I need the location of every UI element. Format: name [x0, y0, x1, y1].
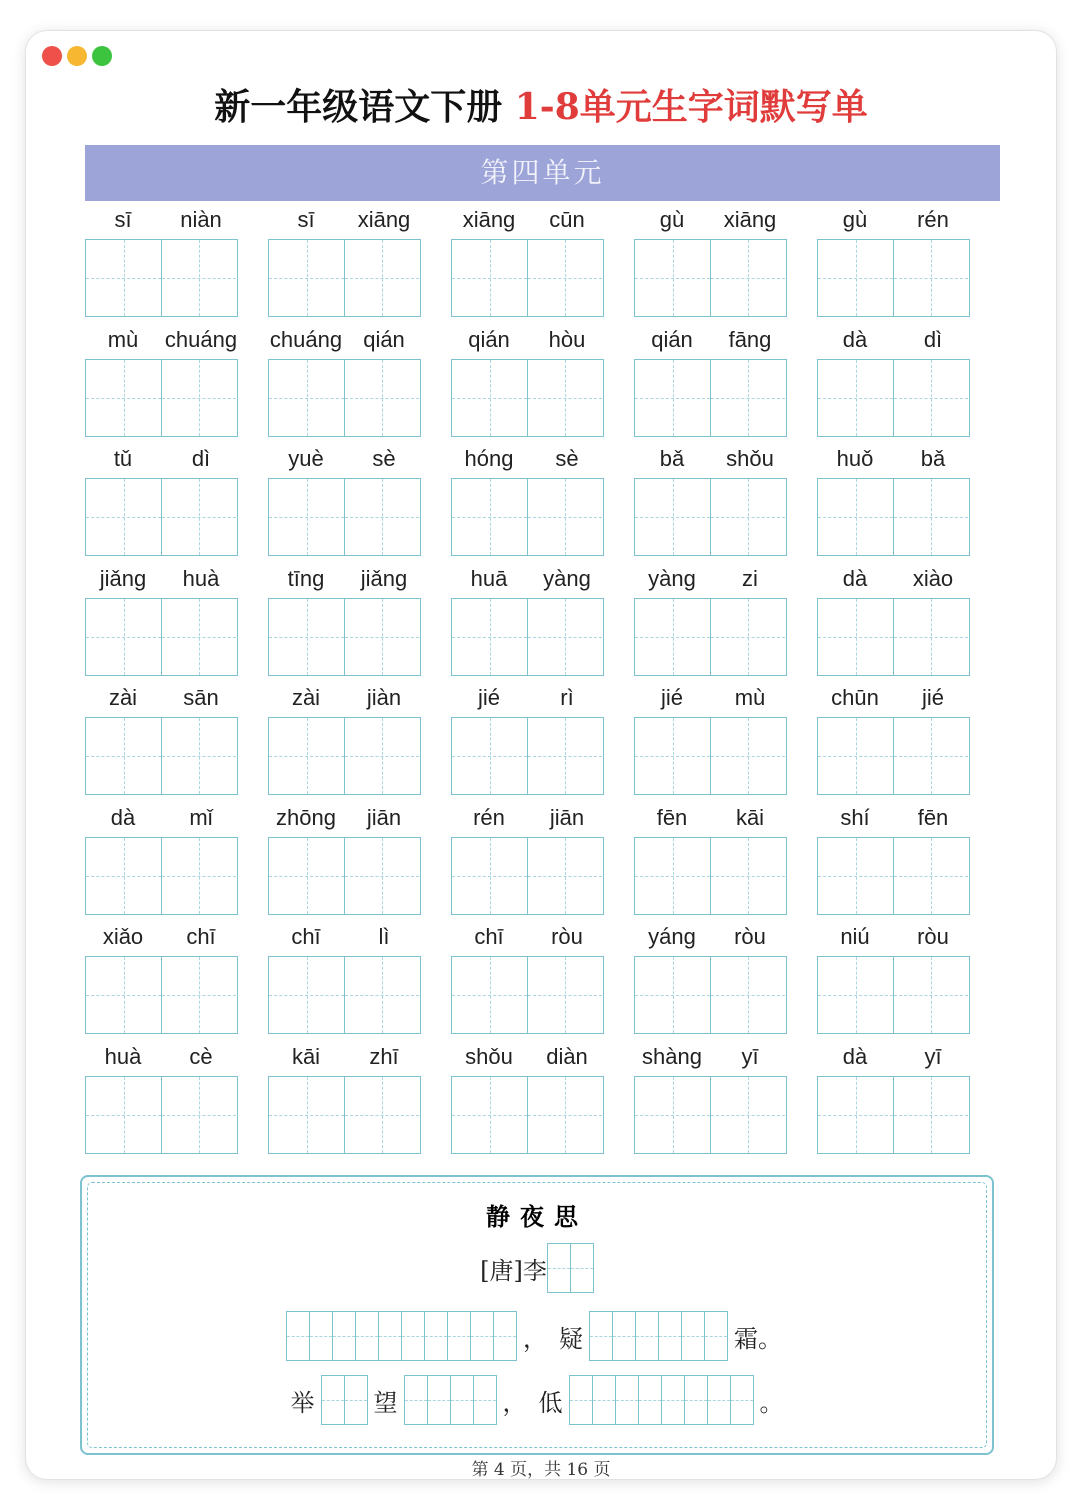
tianzige-pair	[85, 598, 238, 676]
pinyin-label: ròu	[734, 924, 766, 949]
tianzige-pair	[634, 478, 787, 556]
writing-square[interactable]	[893, 599, 968, 675]
writing-square[interactable]	[86, 838, 161, 914]
pinyin-label: xiǎo	[102, 924, 144, 949]
pinyin-label: huà	[104, 1043, 142, 1069]
pinyin-label: shí	[840, 804, 870, 830]
writing-box[interactable]	[321, 1375, 345, 1425]
tianzige-pair	[634, 717, 787, 795]
word-cell	[817, 566, 972, 678]
word-cell	[85, 924, 240, 1036]
word-cell	[451, 327, 606, 439]
pinyin-label: huā	[470, 565, 508, 591]
pinyin-label: yáng	[648, 924, 696, 949]
word-cell	[451, 446, 606, 558]
poem-char: 霜。	[734, 1324, 782, 1353]
tianzige-pair	[817, 359, 970, 437]
pinyin-label: jié	[477, 685, 500, 710]
pinyin-label: ròu	[551, 924, 583, 949]
writing-box[interactable]	[612, 1311, 636, 1361]
writing-box[interactable]	[473, 1375, 497, 1425]
writing-square[interactable]	[710, 718, 785, 794]
tianzige-pair	[634, 1076, 787, 1154]
writing-square[interactable]	[161, 1077, 236, 1153]
writing-square[interactable]	[527, 957, 602, 1033]
pinyin-label: zài	[291, 685, 321, 710]
writing-square[interactable]	[86, 957, 161, 1033]
word-cell	[268, 327, 423, 439]
pinyin-label: zi	[742, 565, 758, 591]
page-title	[26, 79, 1056, 130]
word-cell	[634, 446, 789, 558]
word-cell	[634, 685, 789, 797]
pinyin-label: sī	[297, 207, 315, 232]
writing-box[interactable]	[309, 1311, 333, 1361]
word-cell	[634, 805, 789, 917]
writing-box[interactable]	[570, 1243, 594, 1293]
writing-square[interactable]	[710, 360, 785, 436]
writing-square[interactable]	[635, 599, 710, 675]
writing-square[interactable]	[635, 838, 710, 914]
pinyin-label: zhī	[369, 1043, 399, 1069]
pinyin-label: mù	[107, 326, 139, 352]
writing-square[interactable]	[344, 479, 419, 555]
word-cell	[634, 327, 789, 439]
writing-box[interactable]	[704, 1311, 728, 1361]
writing-box[interactable]	[681, 1311, 705, 1361]
pinyin-label: dà	[842, 565, 868, 591]
word-cell	[268, 685, 423, 797]
word-cell	[85, 327, 240, 439]
pinyin-label: jiǎng	[360, 565, 408, 591]
writing-square[interactable]	[452, 360, 527, 436]
pinyin-label: fāng	[728, 326, 772, 352]
writing-square[interactable]	[452, 838, 527, 914]
writing-box[interactable]	[427, 1375, 451, 1425]
writing-square[interactable]	[710, 957, 785, 1033]
writing-square[interactable]	[269, 240, 344, 316]
writing-square[interactable]	[710, 599, 785, 675]
pinyin-label: fēn	[917, 804, 949, 830]
writing-box[interactable]	[424, 1311, 448, 1361]
pinyin-label: sī	[114, 207, 132, 232]
writing-box[interactable]	[344, 1375, 368, 1425]
writing-square[interactable]	[893, 838, 968, 914]
word-cell	[817, 924, 972, 1036]
pinyin-label: shǒu	[726, 446, 774, 471]
writing-square[interactable]	[452, 599, 527, 675]
maximize-window-dot[interactable]	[92, 46, 112, 66]
word-cell	[451, 207, 606, 319]
pinyin-label: kāi	[291, 1043, 321, 1069]
writing-square[interactable]	[161, 240, 236, 316]
writing-square[interactable]	[527, 599, 602, 675]
writing-square[interactable]	[710, 240, 785, 316]
tianzige-pair	[85, 1076, 238, 1154]
word-cell	[451, 685, 606, 797]
word-cell	[85, 805, 240, 917]
pinyin-label: chūn	[831, 685, 879, 710]
writing-square[interactable]	[635, 479, 710, 555]
pinyin-label: rén	[473, 804, 505, 830]
writing-square[interactable]	[527, 360, 602, 436]
word-cell	[268, 1044, 423, 1156]
writing-square[interactable]	[818, 1077, 893, 1153]
writing-square[interactable]	[161, 957, 236, 1033]
writing-box[interactable]	[707, 1375, 731, 1425]
pinyin-label: shàng	[642, 1043, 702, 1069]
tianzige-pair	[817, 1076, 970, 1154]
pinyin-label: jiǎng	[99, 565, 147, 591]
pinyin-label: yī	[924, 1043, 942, 1069]
writing-square[interactable]	[893, 479, 968, 555]
pinyin-label: chī	[291, 924, 321, 949]
writing-square[interactable]	[635, 718, 710, 794]
pinyin-label: hóng	[464, 446, 514, 471]
word-cell	[451, 924, 606, 1036]
pinyin-label: xiào	[912, 565, 954, 591]
writing-box[interactable]	[661, 1375, 685, 1425]
writing-square[interactable]	[818, 838, 893, 914]
word-cell	[634, 1044, 789, 1156]
writing-box[interactable]	[450, 1375, 474, 1425]
tianzige-pair	[268, 478, 421, 556]
writing-square[interactable]	[893, 718, 968, 794]
page-footer: 第 4 页，共 16 页	[471, 1460, 611, 1480]
writing-square[interactable]	[161, 360, 236, 436]
pinyin-label: shǒu	[465, 1043, 513, 1069]
pinyin-label: huà	[182, 565, 220, 591]
tianzige-pair	[85, 717, 238, 795]
tianzige-pair	[817, 956, 970, 1034]
tianzige-pair	[634, 359, 787, 437]
poem-char: 望	[373, 1388, 398, 1417]
writing-square[interactable]	[452, 240, 527, 316]
writing-box[interactable]	[615, 1375, 639, 1425]
poem-author-line	[82, 1242, 992, 1294]
word-cell	[817, 1044, 972, 1156]
writing-box[interactable]	[355, 1311, 379, 1361]
pinyin-label: jié	[921, 685, 944, 710]
pinyin-label: rén	[917, 207, 949, 232]
pinyin-label: rì	[560, 685, 574, 710]
word-cell	[817, 805, 972, 917]
pinyin-label: niàn	[180, 207, 222, 232]
writing-square[interactable]	[161, 599, 236, 675]
writing-square[interactable]	[269, 1077, 344, 1153]
writing-square[interactable]	[818, 240, 893, 316]
pinyin-label: dà	[842, 326, 868, 352]
poem-char: 疑	[559, 1324, 583, 1353]
pinyin-label: tīng	[287, 565, 325, 591]
writing-square[interactable]	[86, 360, 161, 436]
word-cell	[817, 685, 972, 797]
writing-box[interactable]	[401, 1311, 425, 1361]
tianzige-pair	[634, 239, 787, 317]
unit-header: 第四单元	[85, 145, 1000, 201]
tianzige-pair	[634, 598, 787, 676]
writing-box[interactable]	[404, 1375, 428, 1425]
pinyin-label: yàng	[648, 565, 696, 591]
word-cell	[85, 566, 240, 678]
writing-square[interactable]	[269, 360, 344, 436]
writing-square[interactable]	[86, 599, 161, 675]
word-cell	[268, 207, 423, 319]
writing-square[interactable]	[893, 957, 968, 1033]
writing-square[interactable]	[818, 957, 893, 1033]
writing-square[interactable]	[452, 1077, 527, 1153]
writing-square[interactable]	[344, 957, 419, 1033]
poem-author-prefix: [唐]李	[480, 1256, 547, 1285]
word-cell	[634, 207, 789, 319]
word-cell	[85, 207, 240, 319]
pinyin-label: mǐ	[189, 804, 213, 830]
tianzige-pair	[85, 478, 238, 556]
word-cell	[817, 207, 972, 319]
pinyin-label: xiāng	[357, 207, 411, 232]
pinyin-label: ròu	[917, 924, 949, 949]
tianzige-pair	[451, 359, 604, 437]
tianzige-pair	[451, 598, 604, 676]
writing-square[interactable]	[527, 1077, 602, 1153]
pinyin-label: sān	[183, 685, 219, 710]
pinyin-label: gù	[842, 207, 868, 232]
writing-square[interactable]	[818, 718, 893, 794]
pinyin-label: cè	[189, 1043, 213, 1069]
writing-box[interactable]	[286, 1311, 310, 1361]
pinyin-label: yàng	[543, 565, 591, 591]
tianzige-pair	[817, 837, 970, 915]
word-cell	[634, 924, 789, 1036]
poem-punctuation: ，	[502, 1388, 527, 1417]
poem-char: 低	[538, 1388, 563, 1417]
writing-square[interactable]	[635, 1077, 710, 1153]
writing-square[interactable]	[635, 957, 710, 1033]
writing-box[interactable]	[658, 1311, 682, 1361]
poem-line-2	[82, 1374, 992, 1426]
minimize-window-dot[interactable]	[67, 46, 87, 66]
word-cell	[451, 1044, 606, 1156]
writing-square[interactable]	[86, 479, 161, 555]
poem-line-1	[82, 1310, 992, 1362]
tianzige-pair	[451, 478, 604, 556]
tianzige-pair	[817, 478, 970, 556]
writing-box[interactable]	[684, 1375, 708, 1425]
writing-square[interactable]	[269, 599, 344, 675]
writing-square[interactable]	[710, 838, 785, 914]
writing-box[interactable]	[470, 1311, 494, 1361]
tianzige-pair	[85, 239, 238, 317]
word-cell	[451, 805, 606, 917]
tianzige-pair	[451, 1076, 604, 1154]
writing-square[interactable]	[818, 479, 893, 555]
writing-square[interactable]	[161, 718, 236, 794]
word-cell	[268, 446, 423, 558]
writing-square[interactable]	[161, 479, 236, 555]
tianzige-pair	[451, 717, 604, 795]
writing-square[interactable]	[635, 240, 710, 316]
pinyin-label: qián	[363, 326, 405, 352]
writing-box[interactable]	[332, 1311, 356, 1361]
poem-title: 静夜思	[486, 1202, 588, 1231]
writing-box[interactable]	[493, 1311, 517, 1361]
close-window-dot[interactable]	[42, 46, 62, 66]
poem-box	[80, 1175, 994, 1455]
writing-square[interactable]	[710, 479, 785, 555]
title-main: 新一年级语文下册	[214, 86, 503, 128]
writing-square[interactable]	[86, 240, 161, 316]
tianzige-pair	[451, 239, 604, 317]
writing-square[interactable]	[86, 718, 161, 794]
writing-square[interactable]	[269, 718, 344, 794]
writing-square[interactable]	[344, 1077, 419, 1153]
writing-box[interactable]	[730, 1375, 754, 1425]
tianzige-pair	[451, 956, 604, 1034]
pinyin-label: fēn	[656, 804, 688, 830]
pinyin-label: niú	[840, 924, 870, 949]
writing-box[interactable]	[547, 1243, 571, 1293]
writing-square[interactable]	[818, 360, 893, 436]
pinyin-label: yuè	[288, 446, 324, 471]
pinyin-label: dà	[842, 1043, 868, 1069]
writing-square[interactable]	[344, 838, 419, 914]
word-cell	[817, 446, 972, 558]
tianzige-pair	[268, 598, 421, 676]
pinyin-label: mù	[734, 685, 766, 710]
writing-square[interactable]	[269, 957, 344, 1033]
tianzige-pair	[268, 359, 421, 437]
title-highlight: 1-8单元生字词默写单	[514, 86, 868, 128]
pinyin-label: dì	[191, 446, 211, 471]
pinyin-label: yī	[741, 1043, 759, 1069]
document-window	[25, 30, 1057, 1480]
pinyin-label: jiān	[549, 804, 585, 830]
writing-square[interactable]	[527, 240, 602, 316]
writing-box[interactable]	[569, 1375, 593, 1425]
tianzige-pair	[817, 239, 970, 317]
tianzige-pair	[268, 837, 421, 915]
pinyin-label: chī	[186, 924, 216, 949]
pinyin-label: qián	[651, 326, 693, 352]
pinyin-label: gù	[659, 207, 685, 232]
pinyin-label: cūn	[549, 207, 585, 232]
writing-square[interactable]	[161, 838, 236, 914]
word-cell	[85, 685, 240, 797]
pinyin-label: dà	[110, 804, 136, 830]
writing-box[interactable]	[638, 1375, 662, 1425]
word-cell	[268, 924, 423, 1036]
tianzige-pair	[451, 837, 604, 915]
pinyin-label: chuáng	[269, 326, 343, 352]
tianzige-pair	[634, 956, 787, 1034]
writing-square[interactable]	[527, 479, 602, 555]
writing-square[interactable]	[893, 1077, 968, 1153]
tianzige-pair	[817, 717, 970, 795]
writing-box[interactable]	[378, 1311, 402, 1361]
word-cell	[85, 1044, 240, 1156]
pinyin-label: jié	[660, 685, 683, 710]
writing-square[interactable]	[710, 1077, 785, 1153]
writing-square[interactable]	[452, 479, 527, 555]
tianzige-pair	[85, 837, 238, 915]
writing-square[interactable]	[344, 240, 419, 316]
writing-square[interactable]	[269, 838, 344, 914]
writing-box[interactable]	[635, 1311, 659, 1361]
pinyin-label: tǔ	[113, 446, 133, 471]
poem-char: 举	[290, 1388, 315, 1417]
word-cell	[268, 566, 423, 678]
pinyin-label: dì	[923, 326, 943, 352]
tianzige-pair	[268, 1076, 421, 1154]
pinyin-label: jiàn	[366, 685, 402, 710]
poem-punctuation: ，	[523, 1324, 547, 1353]
writing-square[interactable]	[269, 479, 344, 555]
tianzige-pair	[268, 717, 421, 795]
pinyin-label: qián	[468, 326, 510, 352]
writing-box[interactable]	[589, 1311, 613, 1361]
writing-square[interactable]	[818, 599, 893, 675]
tianzige-pair	[268, 956, 421, 1034]
tianzige-pair	[85, 956, 238, 1034]
pinyin-label: huǒ	[836, 446, 874, 471]
writing-square[interactable]	[452, 718, 527, 794]
writing-square[interactable]	[527, 838, 602, 914]
writing-square[interactable]	[635, 360, 710, 436]
pinyin-label: jiān	[366, 804, 402, 830]
pinyin-label: bǎ	[659, 446, 685, 471]
writing-square[interactable]	[344, 360, 419, 436]
pinyin-label: hòu	[548, 326, 586, 352]
word-cell	[85, 446, 240, 558]
writing-box[interactable]	[592, 1375, 616, 1425]
pinyin-label: bǎ	[920, 446, 946, 471]
pinyin-label: lì	[378, 924, 390, 949]
tianzige-pair	[85, 359, 238, 437]
pinyin-label: chuáng	[164, 326, 238, 352]
word-cell	[817, 327, 972, 439]
writing-square[interactable]	[344, 599, 419, 675]
tianzige-pair	[634, 837, 787, 915]
word-cell	[268, 805, 423, 917]
pinyin-label: sè	[555, 446, 579, 471]
pinyin-label: sè	[372, 446, 396, 471]
tianzige-pair	[817, 598, 970, 676]
writing-square[interactable]	[344, 718, 419, 794]
word-cell	[634, 566, 789, 678]
writing-square[interactable]	[527, 718, 602, 794]
word-cell	[451, 566, 606, 678]
pinyin-label: diàn	[546, 1043, 588, 1069]
pinyin-label: xiāng	[462, 207, 516, 232]
poem-punctuation: 。	[759, 1388, 784, 1417]
pinyin-label: zài	[108, 685, 138, 710]
writing-square[interactable]	[893, 360, 968, 436]
writing-box[interactable]	[447, 1311, 471, 1361]
writing-square[interactable]	[452, 957, 527, 1033]
writing-square[interactable]	[893, 240, 968, 316]
pinyin-label: chī	[474, 924, 504, 949]
tianzige-pair	[268, 239, 421, 317]
pinyin-label: zhōng	[276, 804, 336, 830]
pinyin-label: xiāng	[723, 207, 777, 232]
writing-square[interactable]	[86, 1077, 161, 1153]
pinyin-label: kāi	[735, 804, 765, 830]
